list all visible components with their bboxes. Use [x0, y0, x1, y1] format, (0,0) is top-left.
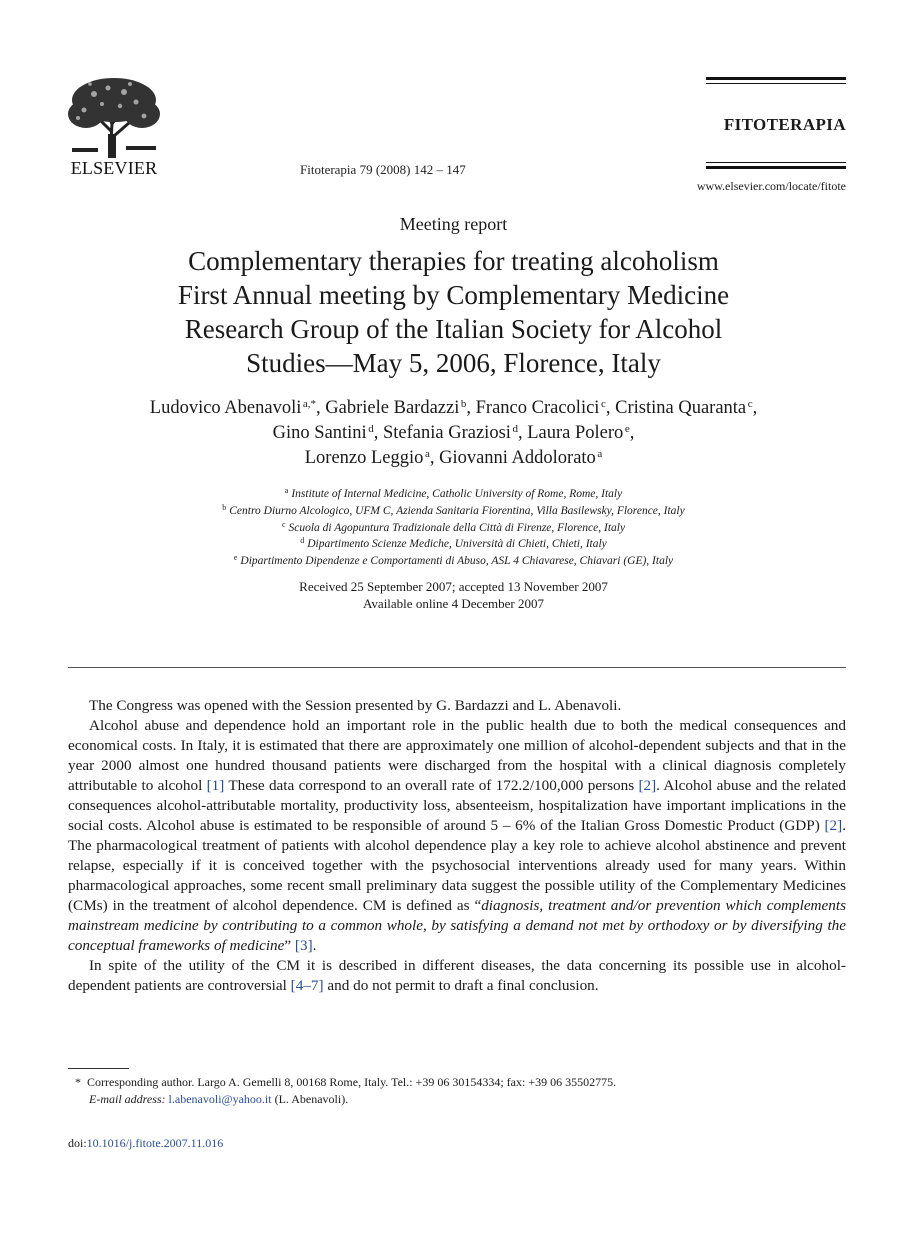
affiliation-text: Institute of Internal Medicine, Catholic University of Rome, Rome, Italy — [291, 488, 623, 500]
header-rule — [706, 77, 846, 80]
doi-link[interactable]: 10.1016/j.fitote.2007.11.016 — [86, 1136, 224, 1150]
author-list: Ludovico Abenavoli $^{a,*}$, Gabriele Bardazzi $^b$, Franco Cracolici $^c$, Cristina Quaranta $^c$, Gino Santini $^d$, Stefania Graziosi $^d$, Laura Polero $^e$, Lorenzo Leggio $^a$, Giovanni Addolorato $^a$ — [149, 398, 758, 468]
affiliation-list — [40, 486, 867, 570]
author-name[interactable]: Gabriele Bardazzi — [325, 398, 460, 418]
reference-link[interactable]: [3] — [294, 937, 313, 954]
affiliation-key: a — [284, 486, 289, 495]
publisher-name: ELSEVIER — [70, 158, 158, 178]
author-name[interactable]: Gino Santini — [272, 423, 367, 443]
reference-link[interactable]: [2] — [824, 817, 843, 834]
journal-citation: Fitoterapia 79 (2008) 142 – 147 — [300, 162, 466, 177]
paragraph-text: ” — [284, 937, 295, 954]
author-name[interactable]: Stefania Graziosi — [383, 423, 511, 443]
author-affiliation-mark[interactable]: a — [424, 448, 430, 460]
author-affiliation-mark[interactable]: e — [624, 423, 630, 435]
doi-label: doi: — [68, 1136, 87, 1150]
footnote — [68, 1074, 846, 1108]
affiliation-text: Centro Diurno Alcologico, UFM C, Azienda Sanitaria Fiorentina, Villa Basilewsky, Florence, Italy — [229, 504, 685, 517]
email-suffix: (L. Abenavoli). — [271, 1092, 349, 1106]
author-name[interactable]: Ludovico Abenavoli — [149, 398, 302, 418]
body-paragraph — [68, 696, 846, 716]
reference-link[interactable]: [1] — [206, 777, 225, 794]
affiliation-item — [40, 553, 867, 570]
author-name[interactable]: Giovanni Addolorato — [439, 448, 596, 468]
affiliation-key: b — [222, 502, 227, 512]
paragraph-text: . — [312, 937, 317, 954]
author-affiliation-mark[interactable]: a,* — [302, 398, 317, 410]
email-label: E-mail address: — [89, 1092, 166, 1106]
author-name[interactable]: Lorenzo Leggio — [304, 448, 424, 468]
author-affiliation-mark[interactable]: b — [460, 398, 467, 410]
footnote-star: * — [75, 1075, 81, 1089]
title-line: Complementary therapies for treating alcoholism — [188, 246, 719, 276]
paragraph-text: . The pharmacological treatment of patients with alcohol dependence play a key role to achieve alcohol abstinence and prevent relapse, especially if it is conceived together with the psychosocial interventions already used for many years. Within pharmacological approaches, some recent small preliminary data suggest the possible utility of the Complementary Medicines (CMs) in the treatment of alcohol dependence. CM is defined as “ — [68, 817, 846, 914]
author-affiliation-mark[interactable]: a — [597, 448, 603, 460]
section-divider — [68, 667, 846, 668]
doi — [68, 1136, 468, 1151]
reference-link[interactable]: [2] — [638, 777, 657, 794]
title-line: Studies—May 5, 2006, Florence, Italy — [246, 348, 661, 378]
title-line: First Annual meeting by Complementary Medicine — [177, 280, 730, 310]
footnote-rule — [68, 1068, 129, 1069]
paragraph-text: In spite of the utility of the CM it is described in different diseases, the data concerning its possible use in alcohol-dependent patients are controversial — [68, 957, 846, 994]
corresponding-author: Corresponding author. Largo A. Gemelli 8, 00168 Rome, Italy. Tel.: +39 06 30154334; fax: +39 06 35502775. — [87, 1075, 617, 1089]
paragraph-text: The Congress was opened with the Session presented by G. Bardazzi and L. Abenavoli. — [89, 697, 622, 714]
affiliation-key: e — [233, 553, 238, 563]
available-date: Available online 4 December 2007 — [363, 596, 544, 611]
affiliation-text: Scuola di Agopuntura Tradizionale della Città di Firenze, Florence, Italy — [288, 521, 626, 534]
author-affiliation-mark[interactable]: c — [747, 398, 753, 410]
reference-link[interactable]: [4–7] — [290, 977, 324, 994]
header-rule — [706, 83, 846, 84]
author-affiliation-mark[interactable]: d — [512, 423, 518, 435]
article-dates — [0, 578, 907, 612]
article-title — [60, 244, 847, 380]
article-body — [68, 696, 846, 996]
article-type: Meeting report — [399, 214, 508, 234]
body-paragraph — [68, 716, 846, 956]
paragraph-text: Alcohol abuse and dependence hold an important role in the public health due to both the medical consequences and economical costs. In Italy, it is estimated that there are approximately one million of alcohol-dependent subjects and that in the year 2000 almost one hundred thousand patients were discharged from the hospital with a clinical diagnosis completely attributable to alcohol — [68, 717, 846, 794]
author-affiliation-mark[interactable]: c — [601, 398, 606, 410]
author-name[interactable]: Laura Polero — [527, 423, 624, 443]
journal-url-link[interactable]: www.elsevier.com/locate/fitote — [696, 179, 846, 193]
affiliation-item — [40, 503, 867, 520]
definition-quote: diagnosis, treatment and/or prevention which complements mainstream medicine by contributing to a common whole, by satisfying a demand not met by orthodoxy or by diversifying the conceptual frameworks of medicine — [68, 897, 846, 954]
affiliation-item — [40, 536, 867, 553]
affiliation-key: d — [300, 536, 305, 546]
affiliation-item — [40, 520, 867, 537]
author-name[interactable]: Cristina Quaranta — [615, 398, 747, 418]
body-paragraph — [68, 956, 846, 996]
journal-name: FITOTERAPIA — [723, 115, 846, 134]
paragraph-text: These data correspond to an overall rate of 172.2/100,000 persons — [224, 777, 639, 794]
email-link[interactable]: l.abenavoli@yahoo.it — [168, 1092, 272, 1106]
affiliation-item — [40, 486, 867, 503]
title-line: Research Group of the Italian Society for Alcohol — [184, 314, 723, 344]
paragraph-text: and do not permit to draft a final conclusion. — [323, 977, 599, 994]
received-date: Received 25 September 2007; accepted 13 November 2007 — [299, 579, 608, 594]
affiliation-text: Dipartimento Dipendenze e Comportamenti di Abuso, ASL 4 Chiavarese, Chiavari (GE), Italy — [240, 555, 674, 568]
header-rule — [706, 166, 846, 169]
author-affiliation-mark[interactable]: d — [368, 423, 374, 435]
affiliation-key: c — [281, 519, 286, 529]
paragraph-text: . Alcohol abuse and the related consequences alcohol-attributable mortality, productivity loss, absenteeism, hospitalization have important implications in the social costs. Alcohol abuse is estimated to be responsible of around 5 – 6% of the Italian Gross Domestic Product (GDP) — [68, 777, 846, 834]
header-rule — [706, 162, 846, 163]
author-name[interactable]: Franco Cracolici — [475, 398, 600, 418]
affiliation-text: Dipartimento Scienze Mediche, Università di Chieti, Chieti, Italy — [307, 538, 607, 551]
